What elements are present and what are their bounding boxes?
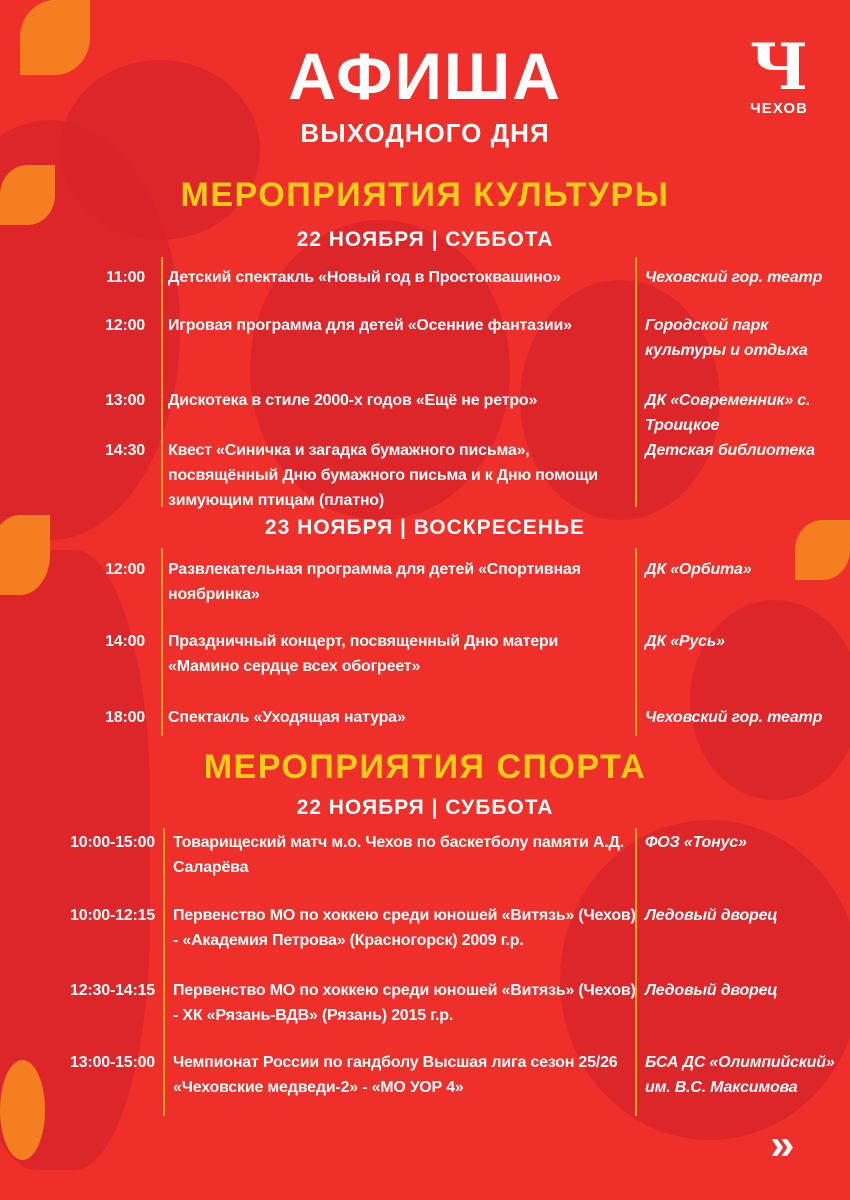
event-time: 11:00: [105, 269, 145, 286]
divider: [163, 828, 165, 1116]
event-description-text: Праздничный концерт, посвященный Дню матери «Мамино сердце всех обогреет»: [168, 633, 559, 675]
event-description-text: Товарищеский матч м.о. Чехов по баскетболу памяти А.Д. Саларёва: [173, 834, 624, 876]
leaf-icon: [0, 1060, 45, 1160]
event-venue: БСА ДС «Олимпийский» им. В.С. Максимова: [645, 1054, 835, 1096]
day-heading: 22 НОЯБРЯ | СУББОТА: [296, 228, 554, 251]
event-venue: Чеховский гор. театр: [645, 269, 823, 286]
event-description: [168, 438, 633, 513]
day-heading: 22 НОЯБРЯ | СУББОТА: [296, 796, 554, 819]
event-description: [168, 629, 633, 679]
poster-title: АФИША: [288, 39, 562, 113]
event-time: 13:00-15:00: [70, 1054, 155, 1071]
sport-section-title: МЕРОПРИЯТИЯ СПОРТА: [203, 748, 647, 786]
event-venue: Ледовый дворец: [645, 982, 778, 999]
event-venue: ДК «Русь»: [645, 633, 725, 650]
day-heading: 23 НОЯБРЯ | ВОСКРЕСЕНЬЕ: [264, 516, 586, 539]
event-description-text: Квест «Синичка и загадка бумажного письма», посвящённый Дню бумажного письма и к Дню помощи зимующим птицам (платно): [168, 442, 598, 509]
event-description: [168, 265, 633, 290]
event-time: 10:00-12:15: [70, 907, 155, 924]
event-time: 14:30: [105, 442, 145, 459]
event-venue: ФОЗ «Тонус»: [645, 834, 747, 851]
event-description: [168, 705, 633, 730]
event-venue: ДК «Современник» с. Троицкое: [645, 392, 811, 434]
event-time: 14:00: [105, 633, 145, 650]
event-description: [173, 1050, 638, 1100]
divider: [161, 548, 163, 736]
event-venue: Чеховский гор. театр: [645, 709, 823, 726]
event-description: [168, 313, 633, 338]
event-venue: Городской парк культуры и отдыха: [645, 317, 808, 359]
next-arrow-icon[interactable]: »: [770, 1120, 781, 1169]
event-description-text: Чемпионат России по гандболу Высшая лига сезон 25/26 «Чеховские медведи-2» - «МО УОР 4»: [173, 1054, 618, 1096]
event-description-text: Дискотека в стиле 2000-х годов «Ещё не ретро»: [168, 392, 538, 409]
event-description-text: Детский спектакль «Новый год в Простоквашино»: [168, 269, 561, 286]
event-venue: Детская библиотека: [645, 442, 815, 459]
event-description: [173, 903, 638, 953]
event-description: [168, 388, 633, 413]
event-description-text: Игровая программа для детей «Осенние фантазии»: [168, 317, 572, 334]
chekhov-logo: [738, 30, 820, 117]
logo-glyph: Ч: [749, 30, 809, 105]
event-description-text: Спектакль «Уходящая натура»: [168, 709, 406, 726]
event-time: 12:30-14:15: [70, 982, 155, 999]
event-description-text: Первенство МО по хоккею среди юношей «Витязь» (Чехов) - «Академия Петрова» (Красногорск) 2009 г.р.: [173, 907, 636, 949]
event-venue: ДК «Орбита»: [645, 561, 752, 578]
logo-name: ЧЕХОВ: [750, 100, 808, 117]
divider: [635, 548, 637, 736]
divider: [635, 257, 637, 507]
event-description: [173, 978, 638, 1028]
event-description: [168, 557, 633, 607]
event-time: 12:00: [105, 561, 145, 578]
divider: [161, 257, 163, 507]
event-description-text: Первенство МО по хоккею среди юношей «Витязь» (Чехов) - ХК «Рязань-ВДВ» (Рязань) 2015 г.р.: [173, 982, 636, 1024]
event-venue: Ледовый дворец: [645, 907, 778, 924]
event-time: 10:00-15:00: [70, 834, 155, 851]
poster-subtitle: ВЫХОДНОГО ДНЯ: [300, 118, 550, 148]
culture-section-title: МЕРОПРИЯТИЯ КУЛЬТУРЫ: [180, 176, 670, 214]
event-time: 13:00: [105, 392, 145, 409]
event-time: 12:00: [105, 317, 145, 334]
event-description-text: Развлекательная программа для детей «Спортивная ноябринка»: [168, 561, 581, 603]
event-description: [173, 830, 638, 880]
event-time: 18:00: [105, 709, 145, 726]
